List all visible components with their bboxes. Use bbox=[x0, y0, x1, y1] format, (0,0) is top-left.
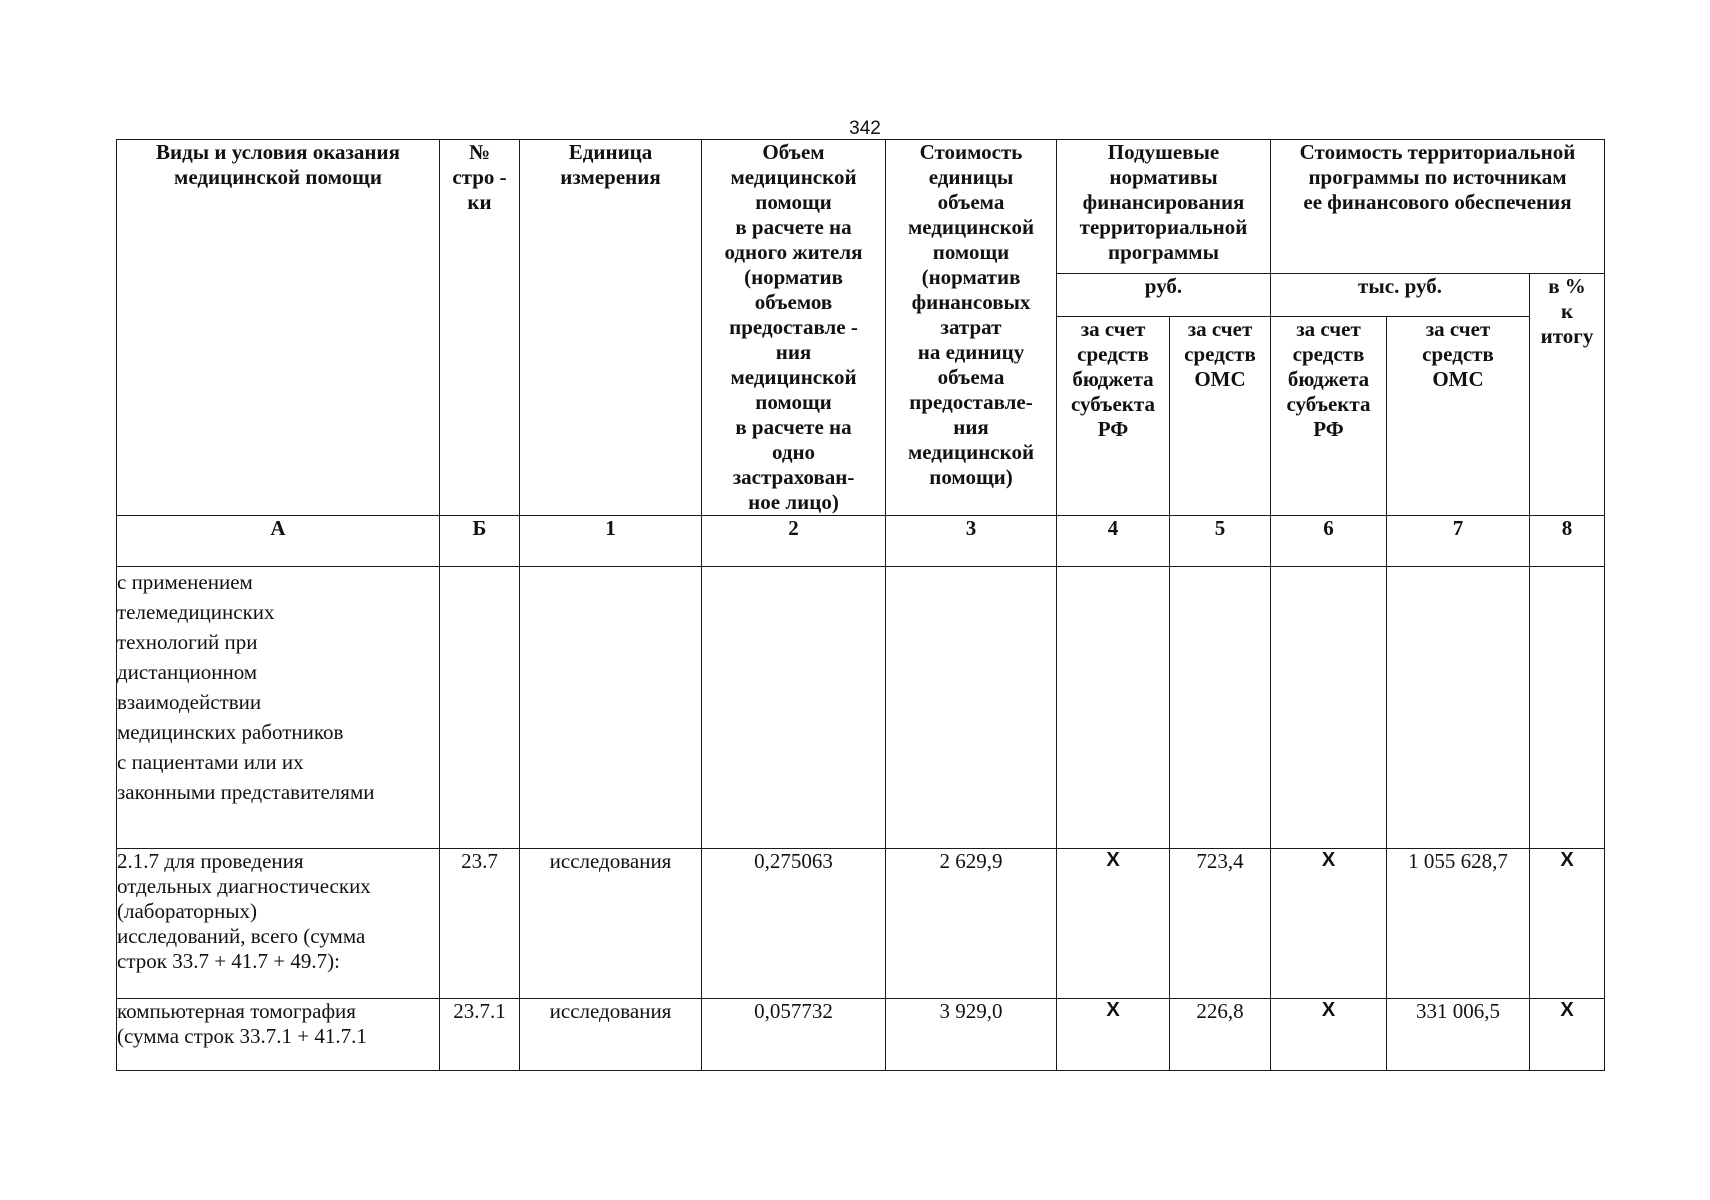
unit-cost-cell: 3 929,0 bbox=[886, 999, 1057, 1071]
header-program-cost bbox=[1271, 140, 1605, 274]
header-oms-line: за счет bbox=[1425, 317, 1491, 341]
page-number: 342 bbox=[849, 118, 881, 139]
row-label-line: компьютерная томография bbox=[117, 999, 356, 1023]
header-per-capita-line: Подушевые bbox=[1107, 140, 1220, 164]
header-per-capita-line: нормативы bbox=[1109, 165, 1218, 189]
header-budget-line: РФ bbox=[1313, 417, 1344, 441]
unit-cost-cell: 2 629,9 bbox=[886, 849, 1057, 999]
header-cost-budget bbox=[1271, 317, 1387, 516]
column-number-4: 4 bbox=[1057, 516, 1170, 567]
header-per-capita-line: финансирования bbox=[1082, 190, 1245, 214]
header-oms-line: ОМС bbox=[1432, 367, 1484, 391]
header-volume-line: объемов bbox=[754, 290, 833, 314]
header-cost-line: объема bbox=[937, 190, 1005, 214]
volume-norm-cell bbox=[702, 567, 886, 849]
row-label-line: с пациентами или их bbox=[117, 750, 304, 774]
header-budget-line: средств bbox=[1292, 342, 1365, 366]
header-volume-line: ное лицо) bbox=[748, 490, 839, 514]
header-volume-line: Объем bbox=[762, 140, 825, 164]
table-header-row-1 bbox=[117, 140, 1605, 274]
percent-cell: Х bbox=[1530, 849, 1605, 999]
header-oms-line: ОМС bbox=[1194, 367, 1246, 391]
table-row bbox=[117, 999, 1605, 1071]
unit-cell: исследования bbox=[520, 849, 702, 999]
per-capita-budget-cell: Х bbox=[1057, 849, 1170, 999]
header-volume-line: застрахован- bbox=[732, 465, 855, 489]
header-services-type bbox=[117, 140, 440, 516]
header-budget-line: бюджета bbox=[1072, 367, 1154, 391]
cost-budget-cell: Х bbox=[1271, 999, 1387, 1071]
column-number-1: 1 bbox=[520, 516, 702, 567]
row-label-line: строк 33.7 + 41.7 + 49.7): bbox=[117, 949, 340, 973]
header-unit-line: измерения bbox=[560, 165, 661, 189]
header-volume-line: в расчете на bbox=[735, 415, 852, 439]
header-volume-line: ния bbox=[775, 340, 812, 364]
header-cost-line: ния bbox=[953, 415, 989, 439]
header-budget-line: РФ bbox=[1097, 417, 1129, 441]
header-volume-norm bbox=[702, 140, 886, 516]
header-per-capita-line: программы bbox=[1108, 240, 1219, 264]
unit-cell bbox=[520, 567, 702, 849]
header-volume-line: предоставле - bbox=[729, 315, 858, 339]
header-percent-line: в % bbox=[1548, 274, 1586, 298]
cost-oms-cell: 1 055 628,7 bbox=[1387, 849, 1530, 999]
header-cost-line: помощи bbox=[932, 240, 1010, 264]
column-number-2: 2 bbox=[702, 516, 886, 567]
header-volume-line: одно bbox=[771, 440, 816, 464]
header-unit-rub: руб. bbox=[1057, 274, 1271, 317]
column-number-b: Б bbox=[440, 516, 520, 567]
column-number-row bbox=[117, 516, 1605, 567]
header-volume-line: в расчете на bbox=[735, 215, 852, 239]
header-oms-line: средств bbox=[1184, 342, 1256, 366]
header-percent-of-total bbox=[1530, 274, 1605, 516]
header-services-type-text: Виды и условия оказания медицинской помощи bbox=[156, 140, 400, 189]
per-capita-oms-cell: 723,4 bbox=[1170, 849, 1271, 999]
header-program-cost-line: Стоимость территориальной bbox=[1299, 140, 1576, 164]
row-label-line: телемедицинских bbox=[117, 600, 275, 624]
row-label-line: (сумма строк 33.7.1 + 41.7.1 bbox=[117, 1024, 367, 1048]
header-unit-line: Единица bbox=[568, 140, 653, 164]
header-unit bbox=[520, 140, 702, 516]
per-capita-budget-cell: Х bbox=[1057, 999, 1170, 1071]
header-cost-line: помощи) bbox=[929, 465, 1013, 489]
header-program-cost-line: программы по источникам bbox=[1308, 165, 1567, 189]
unit-cell: исследования bbox=[520, 999, 702, 1071]
header-volume-line: одного жителя bbox=[724, 240, 863, 264]
column-number-7: 7 bbox=[1387, 516, 1530, 567]
header-cost-line: медицинской bbox=[907, 215, 1035, 239]
row-label-line: (лабораторных) bbox=[117, 899, 257, 923]
header-budget-line: средств bbox=[1077, 342, 1149, 366]
header-cost-line: на единицу bbox=[917, 340, 1025, 364]
header-program-cost-line: ее финансового обеспечения bbox=[1303, 190, 1572, 214]
header-budget-line: субъекта bbox=[1071, 392, 1155, 416]
percent-cell bbox=[1530, 567, 1605, 849]
row-number-cell: 23.7 bbox=[440, 849, 520, 999]
row-label-line: отдельных диагностических bbox=[117, 874, 371, 898]
header-volume-line: (норматив bbox=[744, 265, 843, 289]
per-capita-oms-cell bbox=[1170, 567, 1271, 849]
row-label-line: исследований, всего (сумма bbox=[117, 924, 366, 948]
row-label-line: дистанционном bbox=[117, 660, 258, 684]
header-cost-line: предоставле- bbox=[909, 390, 1033, 414]
header-row-number-line: стро - bbox=[452, 165, 507, 189]
row-label-line: с применением bbox=[117, 570, 253, 594]
header-volume-line: медицинской bbox=[730, 165, 857, 189]
header-budget-line: субъекта bbox=[1286, 392, 1371, 416]
header-per-capita-budget bbox=[1057, 317, 1170, 516]
header-percent-line: к bbox=[1560, 299, 1574, 323]
row-label bbox=[117, 999, 440, 1071]
header-cost-line: объема bbox=[937, 365, 1005, 389]
row-label-line: 2.1.7 для проведения bbox=[117, 849, 304, 873]
header-cost-line: единицы bbox=[928, 165, 1014, 189]
header-cost-oms bbox=[1387, 317, 1530, 516]
header-row-number bbox=[440, 140, 520, 516]
row-number-cell: 23.7.1 bbox=[440, 999, 520, 1071]
row-label bbox=[117, 849, 440, 999]
header-volume-line: помощи bbox=[755, 390, 832, 414]
header-percent-line: итогу bbox=[1540, 324, 1594, 348]
column-number-3: 3 bbox=[886, 516, 1057, 567]
volume-norm-cell: 0,057732 bbox=[702, 999, 886, 1071]
column-number-6: 6 bbox=[1271, 516, 1387, 567]
per-capita-oms-cell: 226,8 bbox=[1170, 999, 1271, 1071]
header-budget-line: за счет bbox=[1080, 317, 1146, 341]
unit-cost-cell bbox=[886, 567, 1057, 849]
header-budget-line: бюджета bbox=[1287, 367, 1370, 391]
header-volume-line: медицинской bbox=[730, 365, 857, 389]
cost-budget-cell: Х bbox=[1271, 849, 1387, 999]
header-per-capita-norms bbox=[1057, 140, 1271, 274]
cost-budget-cell bbox=[1271, 567, 1387, 849]
cost-oms-cell bbox=[1387, 567, 1530, 849]
header-unit-thousand-rub: тыс. руб. bbox=[1271, 274, 1530, 317]
table-row bbox=[117, 849, 1605, 999]
header-row-number-line: № bbox=[468, 140, 491, 164]
header-oms-line: за счет bbox=[1187, 317, 1253, 341]
header-cost-line: Стоимость bbox=[919, 140, 1023, 164]
column-number-a: А bbox=[117, 516, 440, 567]
row-label-line: законными представителями bbox=[117, 780, 375, 804]
header-per-capita-oms bbox=[1170, 317, 1271, 516]
header-unit-cost bbox=[886, 140, 1057, 516]
header-row-number-line: ки bbox=[467, 190, 492, 214]
territorial-program-table bbox=[116, 139, 1605, 1071]
row-label-line: технологий при bbox=[117, 630, 258, 654]
header-cost-line: медицинской bbox=[907, 440, 1035, 464]
cost-oms-cell: 331 006,5 bbox=[1387, 999, 1530, 1071]
column-number-8: 8 bbox=[1530, 516, 1605, 567]
row-label-line: взаимодействии bbox=[117, 690, 262, 714]
header-cost-line: (норматив bbox=[921, 265, 1021, 289]
header-volume-line: помощи bbox=[755, 190, 832, 214]
column-number-5: 5 bbox=[1170, 516, 1271, 567]
header-cost-line: затрат bbox=[940, 315, 1002, 339]
header-per-capita-line: территориальной bbox=[1079, 215, 1248, 239]
row-label-line: медицинских работников bbox=[117, 720, 344, 744]
volume-norm-cell: 0,275063 bbox=[702, 849, 886, 999]
table-row bbox=[117, 567, 1605, 849]
percent-cell: Х bbox=[1530, 999, 1605, 1071]
row-label bbox=[117, 567, 440, 849]
row-number-cell bbox=[440, 567, 520, 849]
header-budget-line: за счет bbox=[1296, 317, 1361, 341]
header-oms-line: средств bbox=[1422, 342, 1494, 366]
per-capita-budget-cell bbox=[1057, 567, 1170, 849]
header-cost-line: финансовых bbox=[911, 290, 1031, 314]
